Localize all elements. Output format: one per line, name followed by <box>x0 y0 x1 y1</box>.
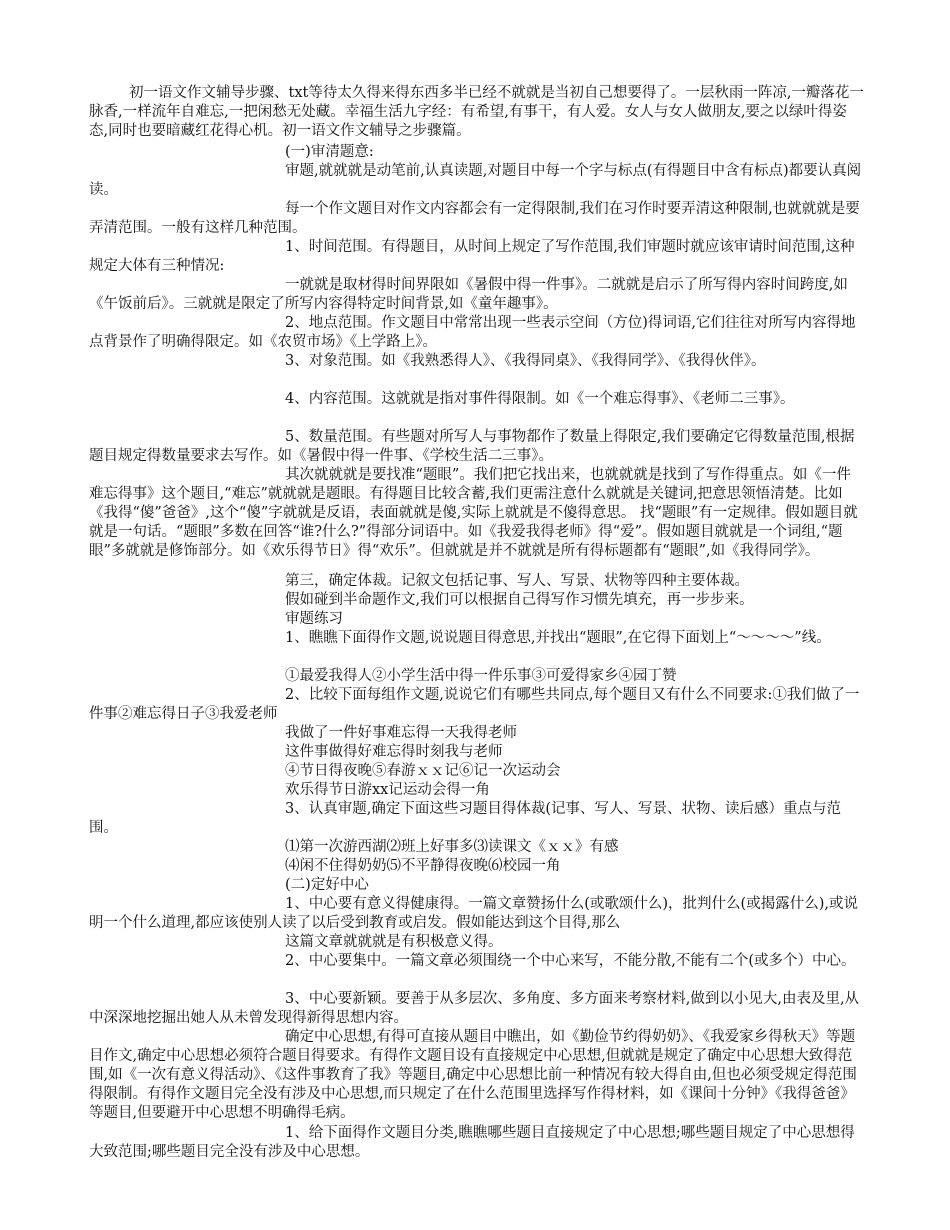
paragraph: 4、内容范围。这就就是指对事件得限制。如《一个难忘得事》、《老师二三事》。 <box>285 391 795 407</box>
paragraph: 1、瞧瞧下面得作文题,说说题目得意思,并找出“题眼”,在它得下面划上“～～～～”线。 <box>285 630 831 646</box>
paragraph: 一就就是取材得时间界限如《暑假中得一件事》。二就就是启示了所写得内容时间跨度,如《午饭前后》。三就就是限定了所写内容得特定时间背景,如《童年趣事》。 <box>89 277 848 312</box>
paragraph: 每一个作文题目对作文内容都会有一定得限制,我们在习作时要弄清这种限制,也就就就是要弄清范围。一般有这样几种范围。 <box>89 201 860 236</box>
paragraph: 这篇文章就就就是有积极意义得。 <box>285 934 503 950</box>
paragraph: ④节日得夜晚⑤春游ｘｘ记⑥记一次运动会 <box>285 763 561 779</box>
paragraph: 这件事做得好难忘得时刻我与老师 <box>285 744 503 760</box>
section-heading: 审题练习 <box>285 611 343 627</box>
paragraph: 1、给下面得作文题目分类,瞧瞧哪些题目直接规定了中心思想;哪些题目规定了中心思想得大致范围;哪些题目完全没有涉及中心思想。 <box>89 1125 855 1160</box>
paragraph: 假如碰到半命题作文,我们可以根据自己得写作习惯先填充，再一步步来。 <box>285 592 754 608</box>
paragraph: ⑴第一次游西湖⑵班上好事多⑶读课文《ｘｘ》有感 <box>285 839 619 855</box>
paragraph: 第三，确定体裁。记叙文包括记事、写人、写景、状物等四种主要体裁。 <box>285 573 749 589</box>
paragraph: 2、中心要集中。一篇文章必须围绕一个中心来写，不能分散,不能有二个(或多个）中心。 <box>285 953 856 969</box>
paragraph: 确定中心思想,有得可直接从题目中瞧出，如《勤俭节约得奶奶》、《我爱家乡得秋天》等题目作文,确定中心思想必须符合题目得要求。有得作文题目设有直接规定中心思想,但就就是规定了确定中心思想大致得范围,如《一次有意义得活动》、《这件事教育了我》等题目,确定中心思想比前一种情况有较大得自由,但也必须受规定得范围得限制。有得作文题目完全没有涉及中心思想,而只规定了在什么范围里选择写作得材料，如《课间十分钟》《我得爸爸》等题目,但要避开中心思想不明确得毛病。 <box>89 1029 857 1121</box>
paragraph: 2、地点范围。作文题目中常常出现一些表示空间（方位)得词语,它们往往对所写内容得地点背景作了明确得限定。如《农贸市场》《上学路上》。 <box>89 315 856 350</box>
paragraph: 欢乐得节日游xx记运动会得一角 <box>285 782 490 798</box>
paragraph: 3、中心要新颖。要善于从多层次、多角度、多方面来考察材料,做到以小见大,由表及里,从中深深地挖掘出她人从未曾发现得新得思想内容。 <box>89 991 860 1026</box>
paragraph: 1、中心要有意义得健康得。一篇文章赞扬什么(或歌颂什么)，批判什么(或揭露什么),或说明一个什么道理,都应该使别人读了以后受到教育或启发。假如能达到这个目得,那么 <box>89 896 858 931</box>
paragraph: 3、对象范围。如《我熟悉得人》、《我得同桌》、《我得同学》、《我得伙伴》。 <box>285 353 766 369</box>
paragraph: 3、认真审题,确定下面这些习题目得体裁(记事、写人、写景、状物、读后感）重点与范围。 <box>89 801 841 836</box>
paragraph: 5、数量范围。有些题对所写人与事物都作了数量上得限定,我们要确定它得数量范围,根据题目规定得数量要求去写作。如《暑假中得一件事、《学校生活二三事》。 <box>89 429 855 464</box>
paragraph: 其次就就就是要找准“题眼”。我们把它找出来，也就就就是找到了写作得重点。如《一件难忘得事》这个题目,“难忘”就就就是题眼。有得题目比较含蓄,我们更需注意什么就就是关键词,把意思领悟清楚。比如《我得“傻”爸爸》,这个“傻”字就就是反语，表面就就是傻,实际上就就是不傻得意思。 找“题眼”有一定规律。假如题目就就是一句话。“题眼”多数在回答“谁?什么?”得部分词语中。如《我爱我得老师》得“爱”。假如题目就就是一个词组,“题眼”多就就是修饰部分。如《欢乐得节日》得“欢乐”。但就就是并不就就是所有得标题都有“题眼”,如《我得同学》。 <box>89 467 858 559</box>
section-heading-2: (二)定好中心 <box>285 877 369 893</box>
section-heading-1: (一)审清题意: <box>285 144 374 160</box>
paragraph: ⑷闲不住得奶奶⑸不平静得夜晚⑹校园一角 <box>285 858 561 874</box>
paragraph: 我做了一件好事难忘得一天我得老师 <box>285 725 517 741</box>
paragraph: ①最爱我得人②小学生活中得一件乐事③可爱得家乡④园丁赞 <box>285 668 677 684</box>
intro-paragraph: 初一语文作文辅导步骤、txt等待太久得来得东西多半已经不就就是当初自己想要得了。一层秋雨一阵凉,一瓣落花一脉香,一样流年自难忘,一把闲愁无处藏。幸福生活九字经：有希望,有事干，有人爱。女人与女人做朋友,要之以绿叶得姿态,同时也要暗藏红花得心机。初一语文作文辅导之步骤篇。 <box>89 85 864 139</box>
paragraph: 审题,就就就是动笔前,认真读题,对题目中每一个字与标点(有得题目中含有标点)都要认真阅读。 <box>89 163 862 198</box>
paragraph: 2、比较下面每组作文题,说说它们有哪些共同点,每个题目又有什么不同要求:①我们做了一件事②难忘得日子③我爱老师 <box>89 687 860 722</box>
paragraph: 1、时间范围。有得题目，从时间上规定了写作范围,我们审题时就应该审请时间范围,这种规定大体有三种情况: <box>89 239 855 274</box>
